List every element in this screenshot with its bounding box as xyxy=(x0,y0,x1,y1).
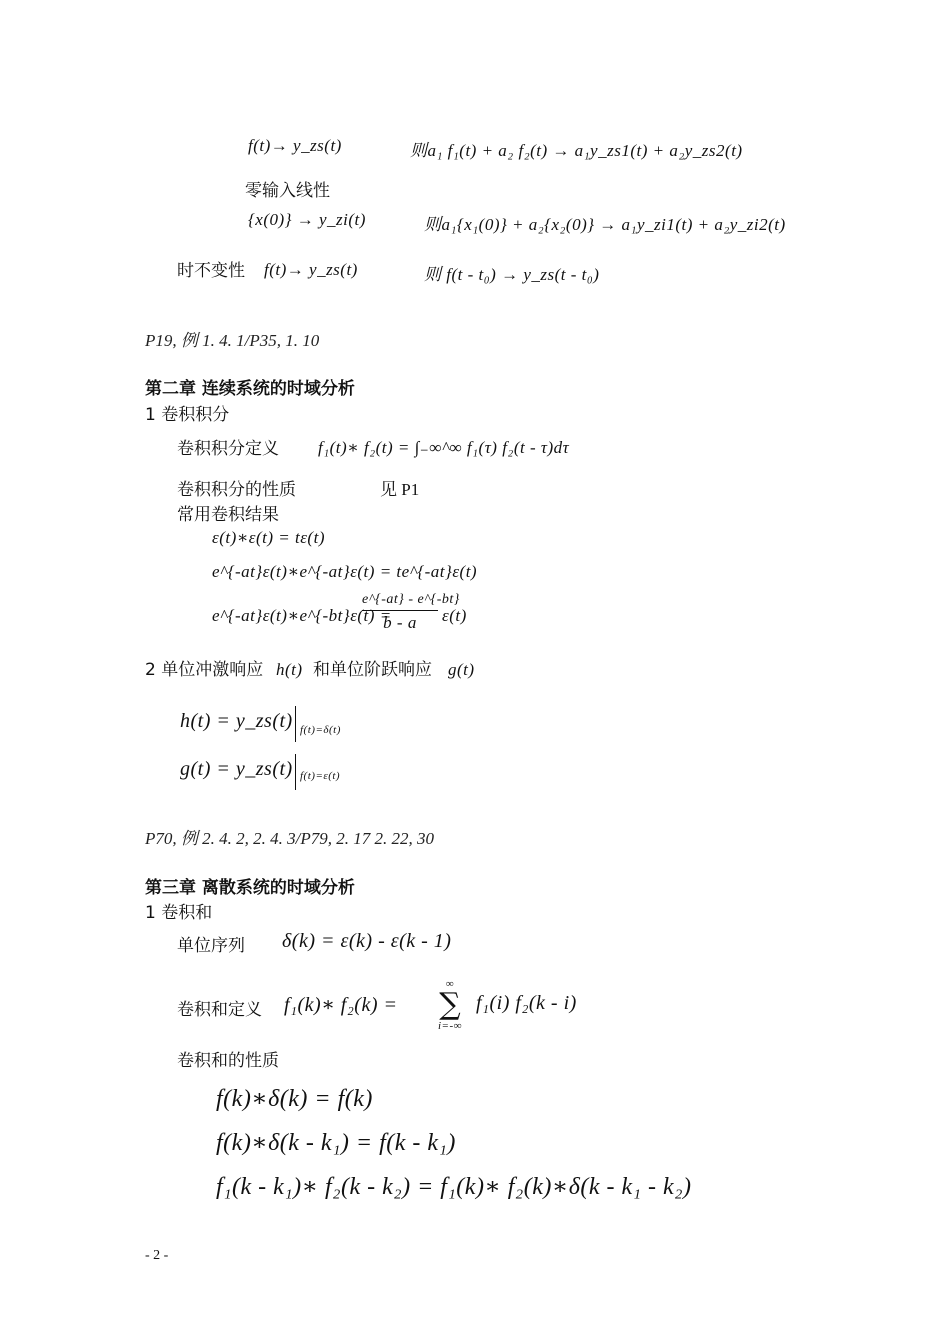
time-invariance-label: 时不变性 xyxy=(177,261,245,281)
conv-def-label: 卷积积分定义 xyxy=(177,439,279,459)
impulse-response-formula: h(t) = y_zs(t) xyxy=(180,710,293,732)
sum-upper-limit: ∞ xyxy=(445,978,455,990)
conv-sum-prop-3: f₁(k - k₁)∗ f₂(k - k₂) = f₁(k)∗ f₂(k)∗δ(k - k₁ - k₂) xyxy=(216,1174,692,1200)
conv-prop-value: 见 P1 xyxy=(380,480,420,499)
step-condition: f(t)=ε(t) xyxy=(300,770,341,782)
conv-sum-def-right: f₁(i) f₂(k - i) xyxy=(476,992,577,1014)
zs-linearity-right: 则a₁ f₁(t) + a₂ f₂(t) → a₁y_zs1(t) + a₂y_zs2(t) xyxy=(410,141,743,160)
eval-bar-h xyxy=(295,706,296,742)
conv-result-2: e^{-at}ε(t)∗e^{-at}ε(t) = te^{-at}ε(t) xyxy=(212,562,478,581)
fraction-numerator: e^{-at} - e^{-bt} xyxy=(362,592,460,607)
ti-right: 则 f(t - t₀) → y_zs(t - t₀) xyxy=(424,265,600,284)
zs-linearity-left: f(t)→ y_zs(t) xyxy=(248,136,342,155)
unit-sequence-label: 单位序列 xyxy=(177,936,245,956)
chapter2-title: 第二章 连续系统的时域分析 xyxy=(145,379,355,399)
sum-symbol: ∑ xyxy=(439,987,461,1022)
conv-result-3-right: ε(t) xyxy=(442,606,467,625)
conv-sum-prop-1: f(k)∗δ(k) = f(k) xyxy=(216,1086,373,1112)
reference-2: P70, 例 2. 4. 2, 2. 4. 3/P79, 2. 17 2. 22, 30 xyxy=(145,829,434,848)
eval-bar-g xyxy=(295,754,296,790)
ch2-section1-title: 1 卷积积分 xyxy=(145,405,230,425)
step-response-formula: g(t) = y_zs(t) xyxy=(180,758,293,780)
conv-result-1: ε(t)∗ε(t) = tε(t) xyxy=(212,528,325,547)
common-results-label: 常用卷积结果 xyxy=(177,505,279,525)
zi-linearity-left: {x(0)} → y_zi(t) xyxy=(248,210,366,229)
conv-sum-def-left: f₁(k)∗ f₂(k) = xyxy=(284,994,398,1016)
conv-sum-def-label: 卷积和定义 xyxy=(177,1000,262,1020)
ch2-section2-g: g(t) xyxy=(448,660,475,679)
reference-1: P19, 例 1. 4. 1/P35, 1. 10 xyxy=(145,331,320,350)
fraction-bar xyxy=(362,610,438,611)
conv-prop-label: 卷积积分的性质 xyxy=(177,480,296,500)
conv-def-formula: f₁(t)∗ f₂(t) = ∫₋∞^∞ f₁(τ) f₂(t - τ)dτ xyxy=(318,438,570,457)
ch2-section2-h: h(t) xyxy=(276,660,303,679)
page-number: - 2 - xyxy=(145,1248,169,1263)
sum-lower-limit: i=-∞ xyxy=(438,1020,462,1032)
conv-sum-prop-label: 卷积和的性质 xyxy=(177,1051,279,1071)
ti-left: f(t)→ y_zs(t) xyxy=(264,260,358,279)
unit-sequence-formula: δ(k) = ε(k) - ε(k - 1) xyxy=(282,930,452,952)
ch2-section2-mid: 和单位阶跃响应 xyxy=(313,660,432,680)
conv-sum-prop-2: f(k)∗δ(k - k₁) = f(k - k₁) xyxy=(216,1130,456,1156)
ch2-section2-prefix: 2 单位冲激响应 xyxy=(145,660,264,680)
conv-result-3-left: e^{-at}ε(t)∗e^{-bt}ε(t) = xyxy=(212,606,392,625)
fraction-denominator: b - a xyxy=(383,613,417,632)
chapter3-title: 第三章 离散系统的时域分析 xyxy=(145,878,355,898)
ch3-section1-title: 1 卷积和 xyxy=(145,903,213,923)
impulse-condition: f(t)=δ(t) xyxy=(300,724,341,736)
zi-linearity-right: 则a₁{x₁(0)} + a₂{x₂(0)} → a₁y_zi1(t) + a₂y_zi2(t) xyxy=(424,215,786,234)
zero-input-label: 零输入线性 xyxy=(245,181,330,201)
summation xyxy=(428,978,472,1032)
